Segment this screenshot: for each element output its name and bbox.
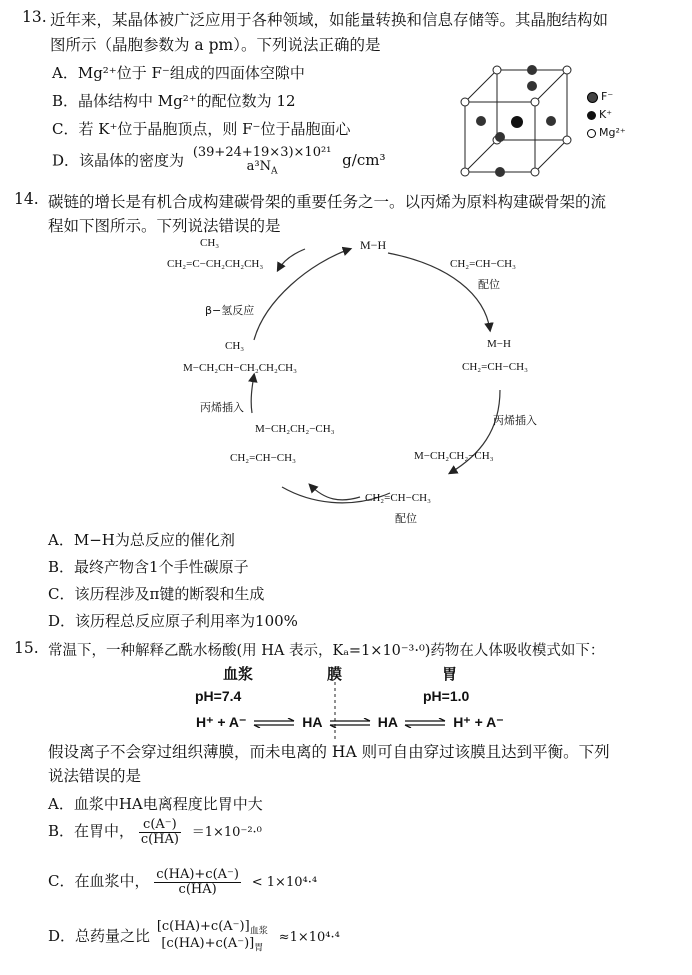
q13-stem-line2: 图所示（晶胞参数为 a pm）。下列说法正确的是 [50,36,381,54]
q15-col-plasma: 血浆 [223,665,254,683]
cycle-product: CH₂=C−CH₂CH₂CH₃ [167,258,264,270]
equilibrium-arrow-icon [252,718,296,728]
crystal-legend [587,88,626,142]
legend-potassium: K⁺ [587,106,626,124]
eq-right-ions: H⁺ + A⁻ [453,714,504,730]
q14-option-c: C．该历程涉及π键的断裂和生成 [48,585,265,603]
cycle-coordination-1: 配位 [478,278,500,291]
q15-ph-stomach: pH=1.0 [423,688,470,704]
q15-option-c [48,868,317,896]
q13-option-b: B．晶体结构中 Mg²⁺的配位数为 12 [52,92,296,110]
cycle-mh-complex-bottom: CH₂=CH−CH₃ [462,361,528,373]
reaction-cycle-arrows [170,235,530,525]
cycle-mh-top: M−H [360,238,387,252]
q15-col-stomach: 胃 [442,665,458,683]
q15-number: 15. [14,639,39,657]
cycle-product-methyl: CH₃ [200,237,220,249]
cycle-m-propyl: M−CH₂CH₂−CH₃ [414,450,494,462]
q13-stem-line1: 近年来，某晶体被广泛应用于各种领域，如能量转换和信息存储等。其晶胞结构如 [50,11,609,29]
q15-d-denominator: $[c(HA)+c(A^-)]_胃$ [161,936,264,954]
q14-stem-line1: 碳链的增长是有机合成构建碳骨架的重要任务之一。以丙烯为原料构建碳骨架的流 [48,193,607,211]
q14-number: 14. [14,190,39,208]
legend-fluoride: F⁻ [587,88,626,106]
q15-c-fraction [154,868,241,896]
q15-option-b-prefix: B．在胃中， [48,822,135,841]
q15-col-membrane: 膜 [327,665,343,683]
q15-assume-line2: 说法错误的是 [48,767,142,785]
magnesium-dot-icon [587,129,596,138]
membrane-divider [333,682,337,742]
eq-ha-stomach: HA [377,714,398,730]
cycle-coordination-2: 配位 [395,512,417,525]
cycle-complex2-bottom: CH₂=CH−CH₃ [230,452,296,464]
potassium-dot-icon [587,111,596,120]
q15-assume-line1: 假设离子不会穿过组织薄膜，而未电离的 HA 则可自由穿过该膜且达到平衡。下列 [48,743,610,761]
q15-b-numerator: c(A⁻) [139,818,181,833]
cycle-insertion-1: 丙烯插入 [493,414,537,427]
q15-option-d [48,920,340,954]
q15-b-rhs: ＝1×10⁻²·⁰ [191,825,262,841]
cycle-propene-1: CH₂=CH−CH₃ [450,258,516,270]
q15-d-fraction [155,920,270,954]
equilibrium-arrow-icon [403,718,447,728]
eq-ha-plasma: HA [302,714,322,730]
q15-option-b [48,818,262,846]
q14-option-d: D．该历程总反应原子利用率为100% [48,612,298,630]
fluoride-dot-icon [587,92,598,103]
q14-option-b: B．最终产物含1个手性碳原子 [48,558,249,576]
q13-option-d-prefix: D．该晶体的密度为 [52,151,185,170]
q15-option-a: A．血浆中HA电离程度比胃中大 [48,795,263,813]
crystal-cell-diagram [455,62,590,182]
q13-option-a: A．Mg²⁺位于 F⁻组成的四面体空隙中 [52,64,305,82]
cycle-chain-methyl: CH₃ [225,340,245,352]
q15-option-c-prefix: C．在血浆中， [48,872,150,891]
cycle-insertion-2: 丙烯插入 [200,401,244,414]
equilibrium-arrow-icon [328,718,372,728]
q13-number: 13. [22,8,47,26]
q15-equilibrium [196,714,504,731]
q15-d-numerator: $[c(HA)+c(A^-)]_{血浆}$ [156,919,268,937]
q15-c-denominator: c(HA) [178,881,217,897]
q15-c-rhs: < 1×10⁴·⁴ [251,875,318,891]
legend-magnesium: Mg²⁺ [587,124,626,142]
q14-stem-line2: 程如下图所示。下列说法错误的是 [48,217,281,235]
q15-ph-plasma: pH=7.4 [195,688,242,704]
cycle-beta-h: β−氢反应 [205,304,255,317]
q14-option-a: A．M−H为总反应的催化剂 [48,531,235,549]
cycle-mh-complex-top: M−H [487,338,511,350]
q15-b-denominator: c(HA) [140,831,179,847]
q13-option-c: C．若 K⁺位于晶胞顶点，则 F⁻位于晶胞面心 [52,120,351,138]
q15-d-rhs: ≈1×10⁴·⁴ [278,930,340,946]
q15-b-fraction [139,818,181,846]
q13-density-fraction [191,146,334,177]
cycle-chain: M−CH₂CH−CH₂CH₂CH₃ [183,362,297,374]
q15-c-numerator: c(HA)+c(A⁻) [156,867,239,882]
q13-density-denominator: $a^3N_A$ [246,158,278,177]
q15-stem: 常温下，一种解释乙酰水杨酸(用 HA 表示，Kₐ=1×10⁻³·⁰)药物在人体吸收模式如下： [48,643,605,659]
q13-option-d [52,146,385,177]
q13-density-unit: g/cm³ [342,151,386,170]
cycle-propene-2: CH₂=CH−CH₃ [365,492,431,504]
cycle-complex2-top: M−CH₂CH₂−CH₃ [255,423,335,435]
q15-option-d-prefix: D．总药量之比 [48,927,151,946]
q13-density-numerator: (39+24+19×3)×10²¹ [192,145,332,160]
eq-left-ions: H⁺ + A⁻ [196,714,247,730]
